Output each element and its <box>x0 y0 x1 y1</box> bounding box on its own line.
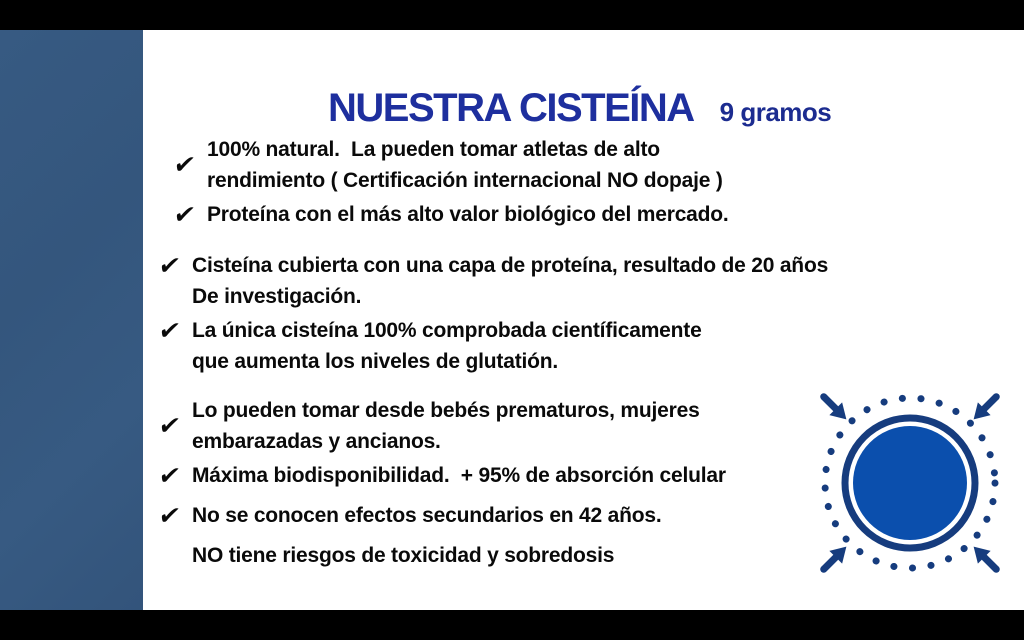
bullet-item <box>156 316 828 377</box>
inward-arrow-icon <box>817 540 852 575</box>
bullet-text <box>207 135 729 196</box>
bullet-text <box>192 501 662 532</box>
bullet-line: De investigación. <box>192 284 362 308</box>
bullet-line: 100% natural. La pueden tomar atletas de alto <box>207 138 660 161</box>
bullet-line: que aumenta los niveles de glutatión. <box>192 349 559 373</box>
cysteine-circle-graphic <box>782 355 1024 616</box>
bullet-text <box>192 396 726 457</box>
slide <box>0 30 1024 610</box>
bullet-item <box>156 461 726 492</box>
checkmark-icon: ✔ <box>171 150 198 180</box>
inward-arrow-icon <box>967 540 1002 575</box>
bullet-line: rendimiento ( Certificación internacional NO dopaje ) <box>207 168 723 192</box>
bullet-line: No se conocen efectos secundarios en 42 años. <box>192 504 662 527</box>
bullet-text <box>192 461 726 492</box>
inward-arrow-icon <box>967 390 1002 425</box>
bullet-item <box>156 251 829 312</box>
coated-molecule-icon <box>782 355 1024 611</box>
bullet-item <box>156 501 662 532</box>
bullet-item <box>171 135 729 196</box>
subtitle-grams: 9 gramos <box>719 97 832 127</box>
bullet-item <box>156 396 726 457</box>
bullet-item <box>171 200 729 231</box>
letterbox-top <box>0 0 1024 30</box>
bullet-group <box>156 396 726 496</box>
inward-arrow-icon <box>817 390 852 425</box>
bullet-group <box>156 251 829 381</box>
bullet-line: La única cisteína 100% comprobada científicamente <box>192 319 702 342</box>
bullet-line: Máxima biodisponibilidad. + 95% de absorción celular <box>192 464 726 487</box>
bullet-text <box>192 316 828 377</box>
bullet-line: Proteína con el más alto valor biológico del mercado. <box>207 203 729 226</box>
bullet-text <box>207 200 729 231</box>
checkmark-icon: ✔ <box>156 316 183 345</box>
checkmark-icon: ✔ <box>156 461 183 490</box>
checkmark-icon: ✔ <box>156 501 183 530</box>
checkmark-icon: ✔ <box>156 411 183 441</box>
page-title: NUESTRA CISTEÍNA <box>328 86 694 130</box>
bullet-line: NO tiene riesgos de toxicidad y sobredosis <box>192 543 615 567</box>
bullet-line: Cisteína cubierta con una capa de proteína, resultado de 20 años <box>192 254 829 277</box>
checkmark-icon: ✔ <box>171 200 198 229</box>
checkmark-icon: ✔ <box>156 251 183 280</box>
bullet-line: embarazadas y ancianos. <box>192 429 441 453</box>
bullet-item <box>159 541 662 572</box>
bullet-group <box>171 135 729 235</box>
bullet-text <box>192 251 828 312</box>
bullet-group <box>156 501 662 580</box>
cysteine-core <box>853 426 967 540</box>
bullet-text <box>192 541 662 572</box>
bullet-line: Lo pueden tomar desde bebés prematuros, mujeres <box>192 399 700 422</box>
